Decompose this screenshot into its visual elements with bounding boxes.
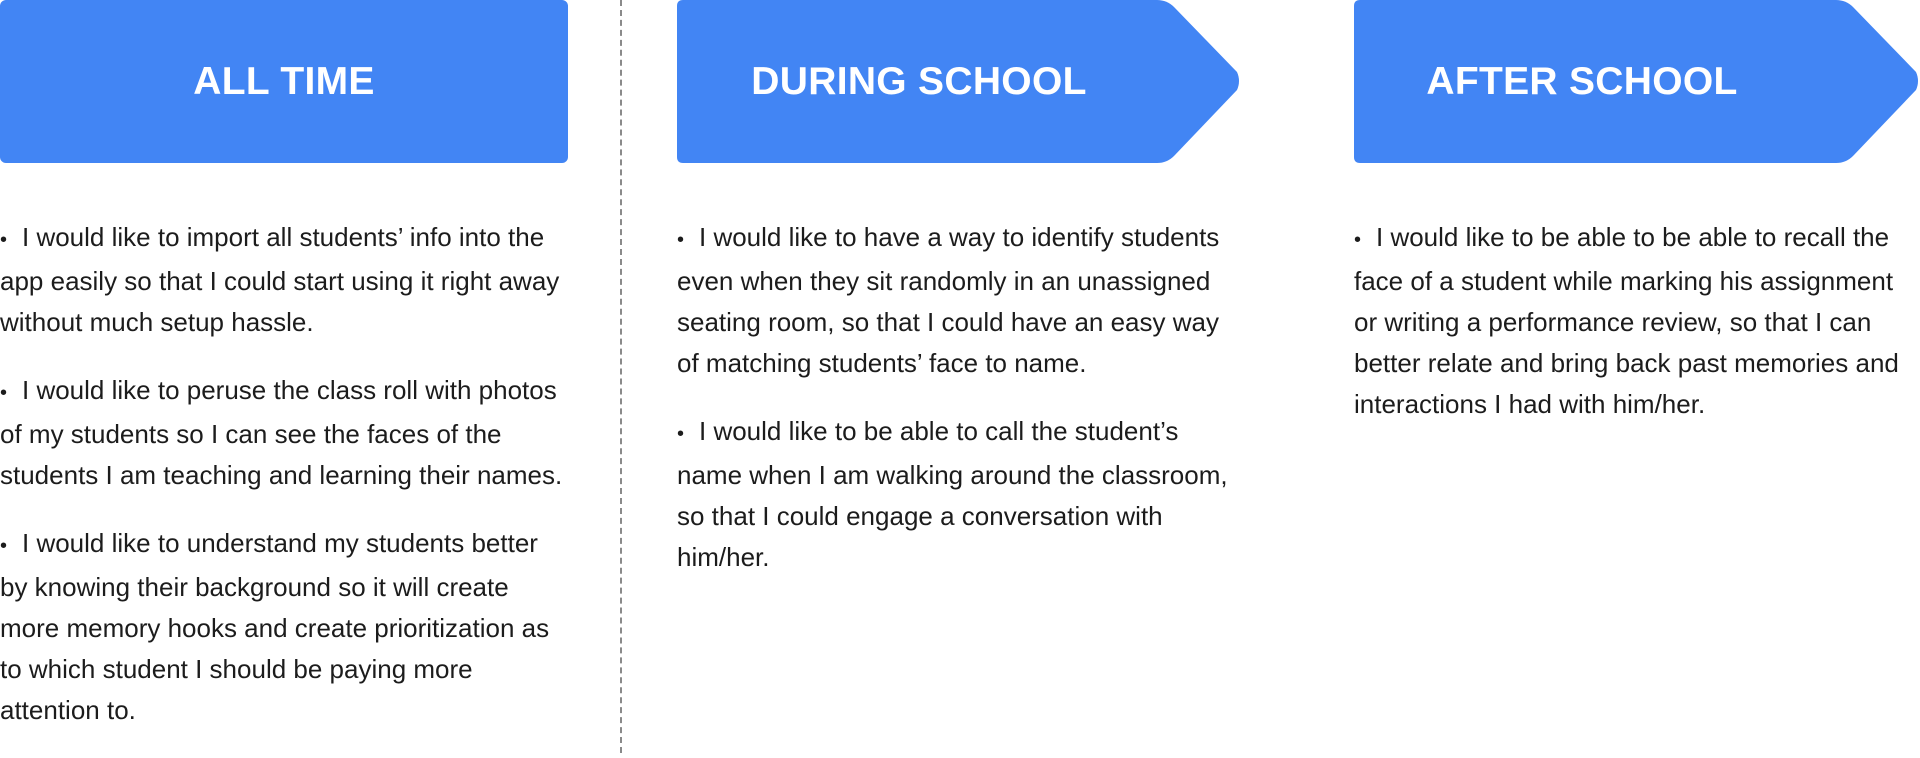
after-school-header [1354,0,1920,163]
column-all-time [0,0,568,725]
during-school-title: DURING SCHOOL [751,60,1087,103]
after-school-list [1354,217,1920,452]
list-item [677,217,1241,384]
bullet-icon: • [677,423,685,445]
list-item [0,217,568,343]
list-item [0,523,568,731]
during-school-header [677,0,1241,163]
column-during-school [677,0,1241,572]
list-item-text: I would like to be able to be able to recall the face of a student while marking his assignment or writing a performance review, so that I can better relate and bring back past memories and interactions I had with him/her. [1354,222,1899,419]
list-item-text: I would like to import all students’ info into the app easily so that I could start using it right away without much setup hassle. [0,222,560,337]
column-divider [620,0,622,753]
list-item-text: I would like to understand my students better by knowing their background so it will create more memory hooks and create prioritization as to which student I should be paying more attention to. [0,528,550,725]
list-item [0,370,568,496]
after-school-title: AFTER SCHOOL [1426,60,1738,103]
all-time-list [0,217,568,758]
all-time-title: ALL TIME [193,60,375,103]
bullet-icon: • [0,382,8,404]
list-item [677,411,1241,578]
bullet-icon: • [0,229,8,251]
bullet-icon: • [0,535,8,557]
list-item-text: I would like to peruse the class roll with photos of my students so I can see the faces of the students I am teaching and learning their names. [0,375,563,490]
during-school-list [677,217,1241,605]
list-item-text: I would like to be able to call the student’s name when I am walking around the classroom, so that I could engage a conversation with him/her. [677,416,1228,572]
bullet-icon: • [1354,229,1362,251]
list-item-text: I would like to have a way to identify students even when they sit randomly in an unassigned seating room, so that I could have an easy way of matching students’ face to name. [677,222,1220,378]
list-item [1354,217,1920,425]
all-time-header [0,0,568,163]
column-after-school [1354,0,1920,419]
bullet-icon: • [677,229,685,251]
